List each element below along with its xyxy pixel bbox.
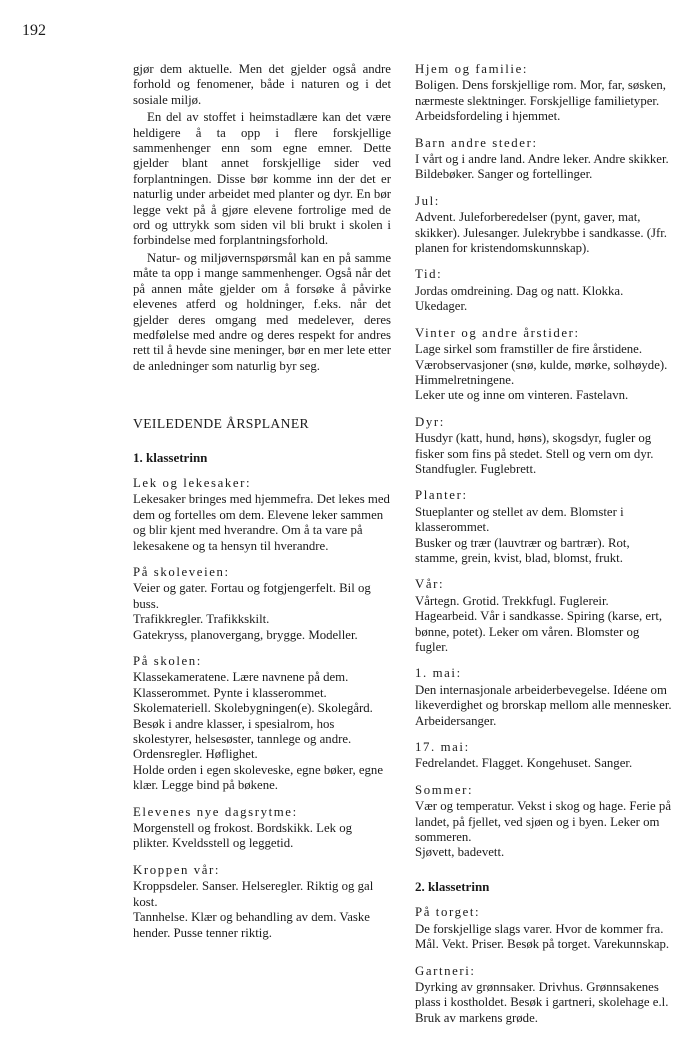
topic-text: Boligen. Dens forskjellige rom. Mor, far, søsken, nærmeste slektninger. Forskjellige familietyper. Arbeidsfordeling i hjemmet. — [415, 78, 666, 124]
topic-block — [133, 654, 391, 794]
topic-text: Sjøvett, badevett. — [415, 845, 505, 860]
topic-block — [415, 415, 672, 478]
topic-text: I vårt og i andre land. Andre leker. Andre skikker. Bildebøker. Sanger og fortellinger. — [415, 152, 669, 182]
topic-block — [415, 326, 672, 404]
grade-heading: 1. klassetrinn — [133, 449, 208, 465]
grade-heading: 2. klassetrinn — [415, 878, 490, 894]
topic-block — [133, 476, 391, 554]
topic-text: Advent. Juleforberedelser (pynt, gaver, mat, skikker). Julesanger. Julekrybbe i sandkasse. (Jfr. planen for kristendomskunnskap). — [415, 210, 667, 256]
topic-title: På skolen: — [133, 654, 202, 668]
topic-text: Busker og trær (lauvtrær og bartrær). Rot, stamme, grein, kvist, blad, blomst, frukt. — [415, 535, 630, 565]
topic-title: Kroppen vår: — [133, 862, 221, 877]
topic-block — [415, 267, 672, 314]
topic-text: Leker ute og inne om vinteren. Fastelavn. — [415, 388, 629, 403]
topic-text: De forskjellige slags varer. Hvor de kommer fra. Mål. Vekt. Priser. Besøk på torget. Varekunnskap. — [415, 921, 670, 952]
topic-text: Gatekryss, planovergang, brygge. Modeller. — [133, 627, 358, 642]
topic-text: Jordas omdreining. Dag og natt. Klokka. Ukedager. — [415, 283, 624, 314]
topic-block — [415, 666, 672, 729]
right-column — [415, 62, 672, 1026]
topic-title: Tid: — [415, 267, 443, 282]
topic-title: Sommer: — [415, 782, 474, 797]
topic-block — [415, 783, 672, 861]
topic-title: Planter: — [415, 488, 468, 503]
intro-paragraph: En del av stoffet i heimstadlære kan det være heldigere å ta opp i flere forskjellige sammenhenger enn som egne emner. Dette gjelder blant annet forskjellige sider ved forplantningen. Disse bør komme inn der det er naturlig under arbeidet med planter og dyr. En bør legge vekt på å gjøre elevene fortrolige med de ord og uttrykk som siden vil bli brukt i skolen i forbindelse med forplantningsforhold. — [133, 110, 391, 248]
topic-title: Vår: — [415, 577, 445, 592]
topic-title: Hjem og familie: — [415, 62, 529, 76]
topic-title: Vinter og andre årstider: — [415, 325, 580, 340]
topic-title: På skoleveien: — [133, 564, 230, 579]
topic-block — [133, 863, 391, 941]
left-column — [133, 62, 391, 941]
topic-title: 1. mai: — [415, 666, 462, 681]
topic-title: 17. mai: — [415, 740, 470, 755]
topic-title: På torget: — [415, 905, 481, 920]
topic-text: Klassekameratene. Lære navnene på dem. Klasserommet. Pynte i klasserommet. Skolemateriell. Skolebygningen(e). Skolegård. Besøk i andre klasser, i spesialrom, hos skolestyrer, helsesøster, tannlege og andre. Ordensregler. Høflighet. — [133, 670, 373, 762]
topic-text: Den internasjonale arbeiderbevegelse. Idéene om likeverdighet og brorskap mellom alle mennesker. Arbeidersanger. — [415, 682, 672, 728]
topic-block — [415, 905, 672, 952]
topic-text: Trafikkregler. Trafikkskilt. — [133, 612, 270, 627]
topic-title: Barn andre steder: — [415, 135, 538, 150]
topic-text: Veier og gater. Fortau og fotgjengerfelt. Bil og buss. — [133, 581, 371, 611]
topic-block — [415, 194, 672, 257]
topic-block — [133, 565, 391, 643]
topic-text: Lage sirkel som framstiller de fire årstidene. Værobservasjoner (snø, kulde, mørke, solhøyde). Himmelretningene. — [415, 342, 668, 387]
topic-text: Dyrking av grønnsaker. Drivhus. Grønnsakenes plass i kostholdet. Besøk i gartneri, skolehage e.l. Bruk av markens grøde. — [415, 979, 669, 1025]
topic-text: Lekesaker bringes med hjemmefra. Det lekes med dem og fortelles om dem. Elevene leker sammen og blir kjent med hverandre. Om å ta vare på lekesakene og ta hensyn til hverandre. — [133, 492, 390, 553]
topic-text: Kroppsdeler. Sanser. Helseregler. Riktig og gal kost. — [133, 879, 374, 909]
topic-block — [415, 62, 672, 125]
section-heading: VEILEDENDE ÅRSPLANER — [133, 416, 310, 432]
topic-title: Gartneri: — [415, 963, 476, 978]
topic-text: Fedrelandet. Flagget. Kongehuset. Sanger. — [415, 756, 633, 771]
topic-text: Tannhelse. Klær og behandling av dem. Vaske hender. Pusse tenner riktig. — [133, 910, 370, 940]
topic-text: Husdyr (katt, hund, høns), skogsdyr, fugler og fisker som fins på stedet. Stell og vern om dyr. Standfugler. Fuglebrett. — [415, 431, 654, 476]
topic-block — [415, 136, 672, 183]
topic-block — [415, 964, 672, 1027]
topic-text: Morgenstell og frokost. Bordskikk. Lek og plikter. Kveldsstell og leggetid. — [133, 821, 353, 851]
intro-paragraph: Natur- og miljøvernspørsmål kan en på samme måte ta opp i mange sammenhenger. Også når det på annen måte gjelder om å forsøke å påvirke elevenes atferd og holdninger, f.eks. når det gjelder deres omgang med medelever, deres medfølelse med andre og deres respekt for andres rett til å hevde sine meninger, bør en mer lete etter de anledninger som naturlig byr seg. — [133, 250, 391, 373]
topic-title: Dyr: — [415, 414, 445, 429]
topic-block — [415, 740, 672, 772]
topic-text: Vårtegn. Grotid. Trekkfugl. Fuglereir. Hagearbeid. Vår i sandkasse. Spiring (karse, ert, bønne, potet). Leker om våren. Blomster og fugler. — [415, 593, 663, 654]
page-number: 192 — [22, 22, 46, 39]
intro-paragraph: gjør dem aktuelle. Men det gjelder også andre forhold og fenomener, både i naturen og i det sosiale miljø. — [133, 62, 391, 107]
topic-title: Elevenes nye dagsrytme: — [133, 804, 298, 819]
topic-text: Holde orden i egen skoleveske, egne bøker, egne klær. Legge bind på bøkene. — [133, 762, 384, 793]
topic-block — [133, 805, 391, 852]
topic-block — [415, 577, 672, 655]
topic-title: Jul: — [415, 193, 440, 208]
topic-title: Lek og lekesaker: — [133, 475, 252, 490]
topic-block — [415, 488, 672, 566]
topic-text: Vær og temperatur. Vekst i skog og hage. Ferie på landet, på fjellet, ved sjøen og i byen. Leker om sommeren. — [415, 799, 672, 845]
topic-text: Stueplanter og stellet av dem. Blomster i klasserommet. — [415, 504, 624, 535]
